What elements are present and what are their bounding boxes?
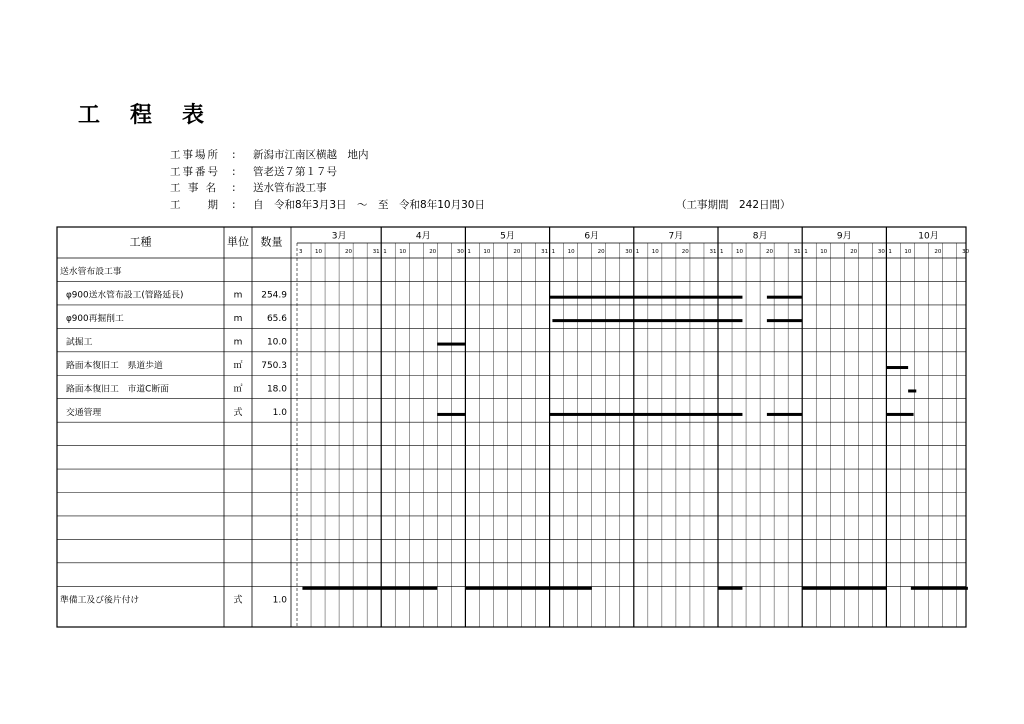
day-tick: 1 [888, 249, 892, 255]
month-label: 3月 [331, 231, 347, 242]
schedule-bar [302, 587, 437, 590]
info-colon: : [232, 165, 236, 178]
schedule-bar [550, 296, 743, 299]
day-tick: 1 [635, 249, 640, 255]
row-unit: m [233, 314, 243, 325]
month-label: 6月 [584, 231, 600, 242]
title-char: 工 [78, 103, 101, 128]
day-tick: 31 [541, 249, 549, 255]
day-tick: 20 [766, 249, 773, 255]
row-item: 送水管布設工事 [60, 267, 122, 278]
row-qty: 65.6 [266, 314, 287, 325]
row-item: 交通管理 [66, 407, 102, 418]
day-tick: 3 [299, 249, 303, 255]
row-item: 試掘工 [66, 337, 93, 348]
day-tick: 10 [399, 249, 407, 255]
day-tick: 30 [625, 249, 633, 255]
schedule-bar [908, 389, 916, 392]
info-label: 工事場所 [170, 149, 220, 161]
header-unit: 単位 [227, 235, 249, 249]
info-value: 新潟市江南区横越 地内 [253, 149, 369, 161]
row-unit: 式 [233, 407, 243, 418]
month-label: 8月 [752, 231, 768, 242]
day-tick: 20 [850, 249, 858, 255]
row-unit: 式 [233, 595, 243, 606]
info-colon: : [232, 149, 236, 161]
day-tick: 20 [597, 249, 605, 255]
schedule-bar [767, 413, 802, 416]
period-note: （工事期間 242日間） [676, 198, 791, 211]
day-tick: 20 [513, 249, 521, 255]
schedule-bar [437, 413, 465, 416]
info-value: 管老送７第１７号 [253, 165, 337, 178]
row-unit: m [233, 337, 243, 348]
day-tick: 10 [904, 249, 912, 255]
row-qty: 18.0 [266, 384, 287, 395]
schedule-bar [911, 587, 968, 590]
day-tick: 31 [793, 249, 801, 255]
month-label: 10月 [918, 231, 939, 242]
day-tick: 20 [934, 249, 942, 255]
schedule-bar [550, 413, 743, 416]
day-tick: 10 [651, 249, 659, 255]
day-tick: 1 [467, 249, 471, 255]
day-tick: 1 [804, 249, 808, 255]
schedule-bar [718, 587, 742, 590]
row-qty: 1.0 [272, 407, 287, 418]
row-qty: 750.3 [261, 361, 287, 372]
info-colon: : [232, 198, 236, 211]
schedule-bar [552, 319, 742, 322]
row-item: 路面本復旧工 市道C断面 [66, 384, 169, 395]
day-tick: 30 [877, 249, 885, 255]
schedule-bar [767, 319, 802, 322]
month-label: 7月 [668, 231, 684, 242]
info-value: 送水管布設工事 [253, 182, 327, 194]
day-tick: 1 [383, 249, 387, 255]
info-value: 自 令和8年3月3日 ～ 至 令和8年10月30日 [253, 198, 485, 211]
table-border [57, 227, 966, 627]
day-tick: 1 [720, 249, 724, 255]
schedule-bar [886, 413, 913, 416]
schedule-bar [886, 366, 908, 369]
info-label: 工 期 [170, 198, 220, 211]
day-tick: 31 [709, 249, 717, 255]
day-tick: 31 [372, 249, 380, 255]
info-label: 工 事 名 [170, 182, 219, 194]
row-item: 準備工及び後片付け [60, 595, 140, 606]
schedule-bar [437, 343, 465, 346]
day-tick: 10 [567, 249, 575, 255]
schedule-bar [465, 587, 591, 590]
row-qty: 10.0 [266, 337, 287, 348]
row-unit: m [233, 290, 243, 301]
row-qty: 1.0 [272, 595, 287, 606]
row-item: φ900送水管布設工(管路延長) [66, 290, 184, 301]
day-tick: 1 [551, 249, 556, 255]
header-item: 工種 [129, 235, 152, 249]
title-char: 程 [130, 103, 153, 128]
row-unit: ㎡ [233, 384, 243, 395]
day-tick: 30 [456, 249, 464, 255]
schedule-bar [767, 296, 802, 299]
day-tick: 10 [483, 249, 491, 255]
day-tick: 10 [736, 249, 743, 255]
info-colon: : [232, 182, 236, 194]
row-qty: 254.9 [261, 290, 287, 301]
row-item: 路面本復旧工 県道歩道 [66, 361, 163, 372]
info-label: 工事番号 [170, 165, 220, 178]
header-qty: 数量 [260, 235, 283, 249]
month-label: 9月 [836, 231, 852, 242]
day-tick: 20 [681, 249, 689, 255]
day-tick: 20 [429, 249, 437, 255]
day-tick: 30 [962, 249, 970, 255]
month-label: 4月 [415, 231, 431, 242]
schedule-bar [802, 587, 886, 590]
row-unit: ㎡ [233, 361, 243, 372]
day-tick: 10 [315, 249, 322, 255]
day-tick: 20 [345, 249, 352, 255]
day-tick: 10 [820, 249, 828, 255]
title-char: 表 [182, 103, 205, 128]
row-item: φ900再掘削工 [66, 314, 124, 325]
month-label: 5月 [500, 231, 515, 242]
